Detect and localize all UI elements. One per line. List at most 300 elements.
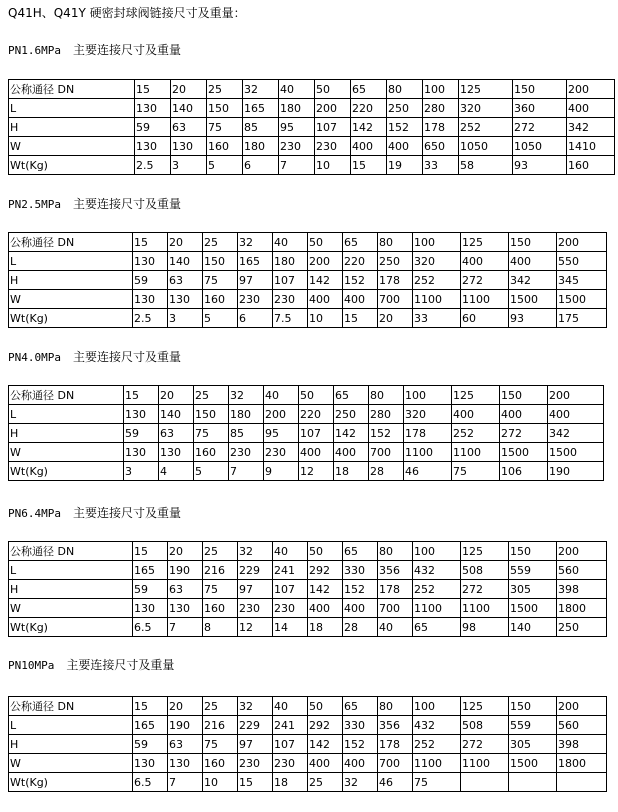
row-label: L <box>9 716 133 735</box>
table-cell: 59 <box>135 118 171 137</box>
table-cell: 130 <box>168 754 203 773</box>
table-cell: 252 <box>452 424 500 443</box>
row-label: W <box>9 599 133 618</box>
table-cell: 165 <box>133 716 168 735</box>
dn-size-cell: 50 <box>315 80 351 99</box>
table-cell: 32 <box>343 773 378 792</box>
dn-size-cell: 200 <box>567 80 615 99</box>
table-cell: 220 <box>299 405 334 424</box>
table-cell: 130 <box>168 290 203 309</box>
table-row <box>9 561 607 580</box>
row-label: 公称通径 DN <box>9 233 133 252</box>
table-cell: 398 <box>557 735 607 754</box>
table-cell: 1500 <box>509 599 557 618</box>
table-cell: 59 <box>133 271 168 290</box>
table-cell: 178 <box>378 735 413 754</box>
table-cell: 3 <box>124 462 159 481</box>
table-cell: 400 <box>299 443 334 462</box>
table-cell: 1100 <box>413 290 461 309</box>
table-cell: 95 <box>279 118 315 137</box>
table-cell: 85 <box>229 424 264 443</box>
dn-size-cell: 200 <box>557 697 607 716</box>
row-label: Wt(Kg) <box>9 156 135 175</box>
table-cell: 230 <box>279 137 315 156</box>
row-label: 公称通径 DN <box>9 80 135 99</box>
dn-size-cell: 25 <box>203 542 238 561</box>
table-row <box>9 754 607 773</box>
table-cell: 400 <box>567 99 615 118</box>
dn-size-cell: 150 <box>500 386 548 405</box>
table-cell: 150 <box>203 252 238 271</box>
table-cell: 250 <box>387 99 423 118</box>
table-cell: 1500 <box>509 754 557 773</box>
row-label: H <box>9 735 133 754</box>
table-row <box>9 118 615 137</box>
table-cell: 19 <box>387 156 423 175</box>
dn-size-cell: 40 <box>273 233 308 252</box>
table-cell: 107 <box>273 735 308 754</box>
dn-size-cell: 200 <box>557 233 607 252</box>
table-cell: 152 <box>343 271 378 290</box>
table-cell: 1050 <box>513 137 567 156</box>
pressure-rating: PN6.4MPa <box>8 507 61 520</box>
dn-size-cell: 100 <box>413 697 461 716</box>
table-cell: 60 <box>461 309 509 328</box>
table-cell: 360 <box>513 99 567 118</box>
table-cell: 58 <box>459 156 513 175</box>
table-row <box>9 424 604 443</box>
table-cell: 59 <box>133 580 168 599</box>
section-heading <box>8 657 174 674</box>
dn-size-cell: 150 <box>509 233 557 252</box>
table-cell: 12 <box>238 618 273 637</box>
table-cell: 130 <box>133 252 168 271</box>
table-cell: 180 <box>279 99 315 118</box>
table-cell: 180 <box>273 252 308 271</box>
table-cell: 160 <box>203 290 238 309</box>
table-cell: 305 <box>509 580 557 599</box>
table-cell: 292 <box>308 561 343 580</box>
table-cell: 1800 <box>557 599 607 618</box>
section-title: 主要连接尺寸及重量 <box>72 43 181 57</box>
table-cell: 6.5 <box>133 618 168 637</box>
table-cell: 160 <box>203 599 238 618</box>
dn-size-cell: 32 <box>238 233 273 252</box>
table-cell: 320 <box>413 252 461 271</box>
section-title: 主要连接尺寸及重量 <box>72 506 181 520</box>
table-cell: 10 <box>315 156 351 175</box>
table-cell: 5 <box>203 309 238 328</box>
table-cell: 75 <box>207 118 243 137</box>
table-cell: 700 <box>378 290 413 309</box>
table-cell: 1100 <box>413 754 461 773</box>
dn-size-cell: 50 <box>308 542 343 561</box>
table-cell: 97 <box>238 735 273 754</box>
table-row <box>9 443 604 462</box>
dn-size-cell: 65 <box>343 697 378 716</box>
table-cell: 400 <box>343 599 378 618</box>
dn-size-cell: 100 <box>413 542 461 561</box>
table-cell: 280 <box>423 99 459 118</box>
table-cell: 28 <box>343 618 378 637</box>
table-cell: 400 <box>351 137 387 156</box>
table-cell: 230 <box>238 290 273 309</box>
dn-size-cell: 25 <box>203 697 238 716</box>
table-cell: 1500 <box>509 290 557 309</box>
table-cell: 107 <box>273 271 308 290</box>
table-cell: 342 <box>509 271 557 290</box>
table-cell: 220 <box>343 252 378 271</box>
table-cell: 700 <box>378 754 413 773</box>
table-cell: 28 <box>369 462 404 481</box>
table-cell: 142 <box>308 580 343 599</box>
table-cell: 400 <box>452 405 500 424</box>
table-cell: 107 <box>299 424 334 443</box>
table-cell: 9 <box>264 462 299 481</box>
spec-table <box>8 79 615 175</box>
table-cell: 15 <box>238 773 273 792</box>
table-cell: 560 <box>557 716 607 735</box>
section-title: 主要连接尺寸及重量 <box>72 350 181 364</box>
table-cell: 20 <box>378 309 413 328</box>
dn-size-cell: 20 <box>171 80 207 99</box>
table-cell: 292 <box>308 716 343 735</box>
table-cell: 230 <box>229 443 264 462</box>
table-cell: 75 <box>203 580 238 599</box>
spec-table <box>8 541 607 637</box>
table-cell: 200 <box>264 405 299 424</box>
dn-size-cell: 25 <box>207 80 243 99</box>
table-cell: 280 <box>369 405 404 424</box>
section-title: 主要连接尺寸及重量 <box>66 658 175 672</box>
table-cell: 130 <box>133 599 168 618</box>
dn-size-cell: 150 <box>513 80 567 99</box>
table-cell: 2.5 <box>133 309 168 328</box>
table-cell: 650 <box>423 137 459 156</box>
table-cell: 140 <box>171 99 207 118</box>
row-label: W <box>9 290 133 309</box>
table-cell: 175 <box>557 309 607 328</box>
table-cell: 160 <box>203 754 238 773</box>
table-cell: 216 <box>203 561 238 580</box>
table-cell: 1100 <box>461 754 509 773</box>
row-label: Wt(Kg) <box>9 773 133 792</box>
table-cell: 160 <box>207 137 243 156</box>
table-cell: 330 <box>343 561 378 580</box>
table-cell: 1500 <box>548 443 604 462</box>
table-cell: 200 <box>315 99 351 118</box>
row-label: W <box>9 137 135 156</box>
row-label: H <box>9 271 133 290</box>
table-cell: 130 <box>171 137 207 156</box>
table-cell: 95 <box>264 424 299 443</box>
table-cell: 165 <box>238 252 273 271</box>
table-cell: 400 <box>500 405 548 424</box>
dn-size-cell: 80 <box>378 542 413 561</box>
table-row <box>9 716 607 735</box>
table-cell: 432 <box>413 561 461 580</box>
table-cell: 400 <box>343 754 378 773</box>
page-title: Q41H、Q41Y 硬密封球阀链接尺寸及重量： <box>8 6 246 20</box>
table-cell: 130 <box>124 443 159 462</box>
table-cell <box>461 773 509 792</box>
table-cell: 107 <box>273 580 308 599</box>
table-cell: 400 <box>308 754 343 773</box>
row-label: L <box>9 252 133 271</box>
table-row <box>9 290 607 309</box>
table-cell: 400 <box>548 405 604 424</box>
table-cell: 40 <box>378 618 413 637</box>
table-row <box>9 137 615 156</box>
table-cell: 400 <box>343 290 378 309</box>
table-cell: 10 <box>308 309 343 328</box>
table-cell: 320 <box>404 405 452 424</box>
table-row <box>9 773 607 792</box>
table-cell: 1100 <box>413 599 461 618</box>
table-cell: 229 <box>238 561 273 580</box>
dn-size-cell: 125 <box>461 233 509 252</box>
dn-size-cell: 40 <box>279 80 315 99</box>
table-cell: 356 <box>378 561 413 580</box>
section-heading <box>8 349 181 366</box>
table-cell: 559 <box>509 716 557 735</box>
table-cell: 25 <box>308 773 343 792</box>
table-cell: 98 <box>461 618 509 637</box>
pressure-rating: PN4.0MPa <box>8 351 61 364</box>
table-cell: 190 <box>548 462 604 481</box>
table-cell: 65 <box>413 618 461 637</box>
table-cell: 230 <box>264 443 299 462</box>
dn-size-cell: 40 <box>264 386 299 405</box>
table-cell: 560 <box>557 561 607 580</box>
table-cell: 230 <box>315 137 351 156</box>
table-cell: 250 <box>557 618 607 637</box>
table-cell: 130 <box>168 599 203 618</box>
table-cell: 4 <box>159 462 194 481</box>
table-cell: 178 <box>378 271 413 290</box>
dn-size-cell: 20 <box>168 697 203 716</box>
dn-size-cell: 15 <box>133 697 168 716</box>
dn-size-cell: 50 <box>299 386 334 405</box>
dn-size-cell: 100 <box>404 386 452 405</box>
header-row <box>9 542 607 561</box>
table-cell: 7.5 <box>273 309 308 328</box>
table-cell: 330 <box>343 716 378 735</box>
row-label: L <box>9 405 124 424</box>
table-row <box>9 309 607 328</box>
table-cell: 5 <box>194 462 229 481</box>
table-cell: 140 <box>168 252 203 271</box>
table-row <box>9 618 607 637</box>
table-cell: 508 <box>461 716 509 735</box>
table-cell: 142 <box>308 735 343 754</box>
table-cell: 7 <box>168 618 203 637</box>
pressure-rating: PN2.5MPa <box>8 198 61 211</box>
table-cell: 140 <box>159 405 194 424</box>
table-cell: 7 <box>168 773 203 792</box>
table-cell: 200 <box>308 252 343 271</box>
row-label: Wt(Kg) <box>9 309 133 328</box>
table-row <box>9 599 607 618</box>
table-cell: 33 <box>413 309 461 328</box>
section-title: 主要连接尺寸及重量 <box>72 197 181 211</box>
table-cell: 400 <box>387 137 423 156</box>
table-cell: 85 <box>243 118 279 137</box>
dn-size-cell: 125 <box>461 697 509 716</box>
table-cell: 190 <box>168 716 203 735</box>
table-cell: 508 <box>461 561 509 580</box>
dn-size-cell: 80 <box>369 386 404 405</box>
table-cell: 106 <box>500 462 548 481</box>
table-cell: 700 <box>369 443 404 462</box>
row-label: H <box>9 118 135 137</box>
table-cell: 559 <box>509 561 557 580</box>
table-cell: 220 <box>351 99 387 118</box>
table-cell: 10 <box>203 773 238 792</box>
dn-size-cell: 32 <box>238 697 273 716</box>
table-cell: 229 <box>238 716 273 735</box>
table-cell: 63 <box>171 118 207 137</box>
table-cell: 33 <box>423 156 459 175</box>
dn-size-cell: 65 <box>351 80 387 99</box>
dn-size-cell: 65 <box>343 233 378 252</box>
table-cell: 400 <box>509 252 557 271</box>
table-cell: 180 <box>229 405 264 424</box>
table-cell: 6 <box>243 156 279 175</box>
table-cell: 59 <box>124 424 159 443</box>
table-cell: 15 <box>351 156 387 175</box>
header-row <box>9 386 604 405</box>
table-cell: 1100 <box>461 290 509 309</box>
table-cell: 6.5 <box>133 773 168 792</box>
header-row <box>9 80 615 99</box>
table-cell: 342 <box>567 118 615 137</box>
table-cell: 398 <box>557 580 607 599</box>
table-cell: 432 <box>413 716 461 735</box>
table-cell: 59 <box>133 735 168 754</box>
dn-size-cell: 125 <box>452 386 500 405</box>
table-cell: 400 <box>334 443 369 462</box>
table-cell: 2.5 <box>135 156 171 175</box>
table-cell: 3 <box>171 156 207 175</box>
table-cell: 75 <box>194 424 229 443</box>
table-cell: 140 <box>509 618 557 637</box>
table-cell: 216 <box>203 716 238 735</box>
dn-size-cell: 80 <box>378 233 413 252</box>
pressure-rating: PN10MPa <box>8 659 55 672</box>
table-cell: 107 <box>315 118 351 137</box>
row-label: Wt(Kg) <box>9 462 124 481</box>
dn-size-cell: 125 <box>459 80 513 99</box>
table-cell: 46 <box>378 773 413 792</box>
dn-size-cell: 20 <box>159 386 194 405</box>
table-cell: 75 <box>203 735 238 754</box>
header-row <box>9 697 607 716</box>
table-cell: 1500 <box>500 443 548 462</box>
table-cell: 160 <box>567 156 615 175</box>
table-cell: 93 <box>513 156 567 175</box>
table-cell: 130 <box>159 443 194 462</box>
table-cell: 230 <box>273 754 308 773</box>
spec-table <box>8 696 607 792</box>
table-cell: 130 <box>133 754 168 773</box>
table-cell: 8 <box>203 618 238 637</box>
table-cell: 342 <box>548 424 604 443</box>
table-cell: 1100 <box>452 443 500 462</box>
table-cell: 356 <box>378 716 413 735</box>
row-label: H <box>9 424 124 443</box>
table-cell: 5 <box>207 156 243 175</box>
table-cell: 1050 <box>459 137 513 156</box>
dn-size-cell: 25 <box>194 386 229 405</box>
dn-size-cell: 40 <box>273 697 308 716</box>
header-row <box>9 233 607 252</box>
table-cell: 18 <box>273 773 308 792</box>
section-heading <box>8 42 181 59</box>
table-cell: 63 <box>168 580 203 599</box>
table-cell: 400 <box>308 290 343 309</box>
dn-size-cell: 80 <box>378 697 413 716</box>
dn-size-cell: 50 <box>308 697 343 716</box>
table-row <box>9 252 607 271</box>
table-cell: 7 <box>279 156 315 175</box>
dn-size-cell: 20 <box>168 542 203 561</box>
table-cell: 272 <box>461 735 509 754</box>
table-cell: 241 <box>273 561 308 580</box>
table-cell: 252 <box>459 118 513 137</box>
pressure-rating: PN1.6MPa <box>8 44 61 57</box>
section-heading <box>8 505 181 522</box>
spec-table <box>8 385 604 481</box>
table-cell: 400 <box>461 252 509 271</box>
table-cell: 180 <box>243 137 279 156</box>
table-cell: 250 <box>378 252 413 271</box>
table-cell: 18 <box>308 618 343 637</box>
table-cell: 63 <box>168 271 203 290</box>
table-row <box>9 405 604 424</box>
dn-size-cell: 40 <box>273 542 308 561</box>
table-cell: 6 <box>238 309 273 328</box>
section-heading <box>8 196 181 213</box>
dn-size-cell: 32 <box>243 80 279 99</box>
table-cell: 3 <box>168 309 203 328</box>
table-cell: 230 <box>238 754 273 773</box>
table-cell: 75 <box>203 271 238 290</box>
table-cell: 400 <box>308 599 343 618</box>
dn-size-cell: 32 <box>238 542 273 561</box>
dn-size-cell: 65 <box>334 386 369 405</box>
dn-size-cell: 150 <box>509 697 557 716</box>
row-label: 公称通径 DN <box>9 542 133 561</box>
table-cell: 1100 <box>404 443 452 462</box>
row-label: 公称通径 DN <box>9 697 133 716</box>
table-row <box>9 99 615 118</box>
table-cell: 152 <box>343 735 378 754</box>
table-row <box>9 580 607 599</box>
table-cell: 142 <box>334 424 369 443</box>
table-cell: 1800 <box>557 754 607 773</box>
dn-size-cell: 32 <box>229 386 264 405</box>
table-cell: 230 <box>238 599 273 618</box>
dn-size-cell: 15 <box>135 80 171 99</box>
table-cell: 14 <box>273 618 308 637</box>
table-cell <box>509 773 557 792</box>
row-label: L <box>9 99 135 118</box>
dn-size-cell: 200 <box>557 542 607 561</box>
table-cell: 142 <box>351 118 387 137</box>
table-cell: 130 <box>135 137 171 156</box>
table-cell: 75 <box>452 462 500 481</box>
